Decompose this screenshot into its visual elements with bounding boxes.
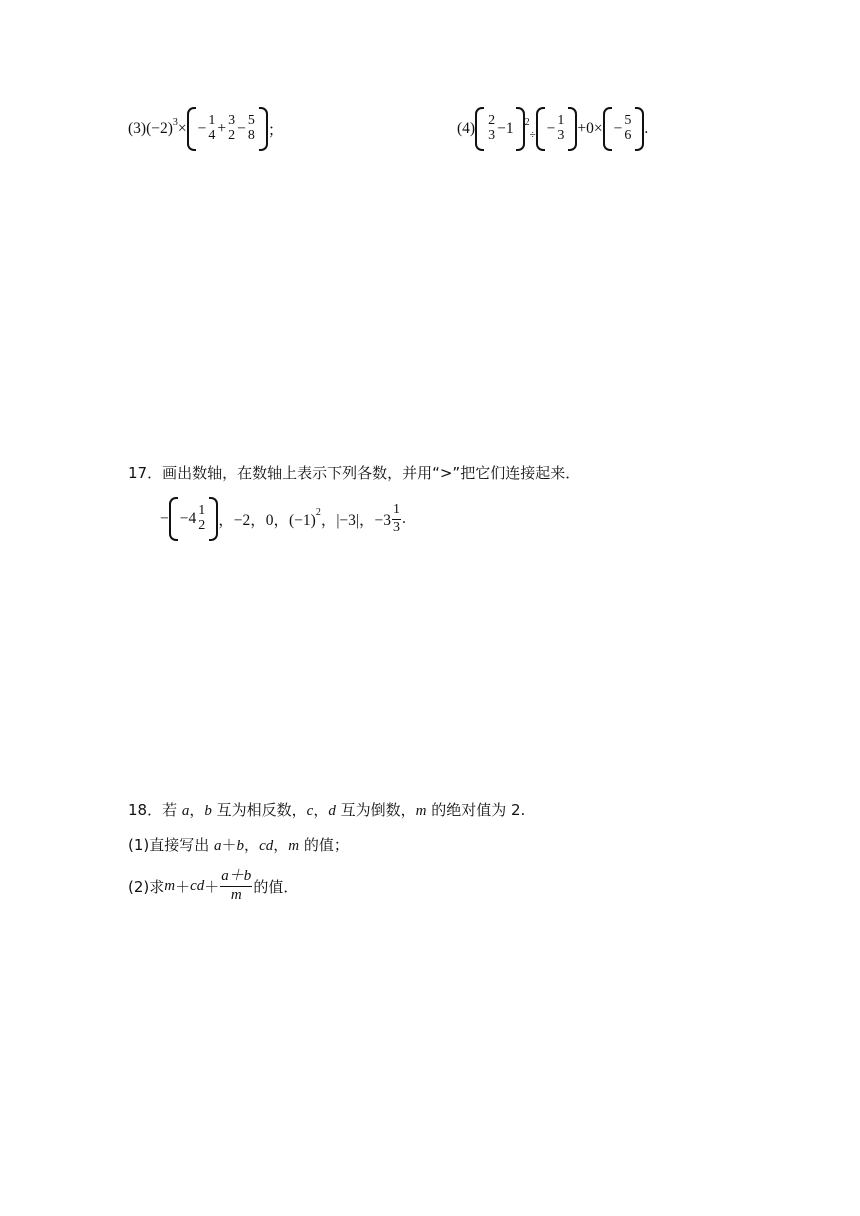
part-label: (4) — [457, 120, 476, 137]
var-a: a — [181, 803, 190, 819]
plus-zero-times: +0× — [577, 120, 603, 137]
problem16-part4 — [457, 107, 648, 151]
minus-one: −1 — [497, 120, 514, 137]
abs-part: ，|−3|，−3 — [320, 512, 392, 529]
exponent: 3 — [172, 116, 178, 128]
part-label: (3) — [128, 120, 147, 137]
problem18-part1: (1)直接写出 a＋b，cd，m 的值； — [128, 836, 349, 854]
left-bracket — [475, 107, 484, 151]
neg-sign: − — [160, 510, 169, 527]
left-bracket — [603, 107, 612, 151]
problem18-part2: (2)求 m ＋ cd ＋ $\frac{a+b}{m}$ 的值． — [128, 868, 299, 903]
right-bracket — [516, 107, 525, 151]
minus-sign: − — [613, 120, 623, 137]
minus-sign: − — [237, 120, 246, 137]
minus-sign: − — [546, 120, 556, 137]
fraction-1: 2 3 — [488, 113, 496, 143]
mixed-inner: −4 — [179, 510, 197, 527]
divide-sign: ÷ — [529, 129, 536, 141]
problem16-part3 — [128, 107, 283, 151]
var-d: d — [328, 803, 336, 819]
var-b: b — [204, 803, 212, 819]
exponent: 2 — [524, 116, 530, 128]
left-bracket — [169, 497, 178, 541]
end-punct: . — [644, 120, 649, 137]
left-bracket — [187, 107, 196, 151]
right-bracket — [259, 107, 268, 151]
fraction-ab-over-m: $\frac{a+b}{m}$ — [221, 868, 252, 903]
list-rest: ，−2，0，(−1) — [218, 512, 316, 529]
fraction-3: 5 6 — [624, 113, 632, 143]
var-m: m — [415, 803, 427, 819]
fraction-3: 5 8 — [247, 113, 255, 143]
left-bracket — [536, 107, 545, 151]
square-exponent: 2 — [315, 506, 321, 518]
minus-sign: − — [197, 120, 207, 137]
times-sign: × — [177, 120, 187, 137]
plus-sign: + — [217, 120, 227, 137]
base: (−2) — [146, 120, 173, 137]
mixed-fraction: 1 2 — [198, 503, 206, 533]
right-bracket — [568, 107, 577, 151]
var-c: c — [306, 803, 314, 819]
problem17-numbers — [160, 497, 406, 541]
fraction-2: 1 3 — [557, 113, 565, 143]
last-fraction: $\frac{1}{3}$ — [393, 501, 401, 535]
fraction-2: 3 2 — [228, 113, 236, 143]
right-bracket — [635, 107, 644, 151]
right-bracket — [209, 497, 218, 541]
fraction-1: 1 4 — [208, 113, 216, 143]
problem17-question: 17．画出数轴，在数轴上表示下列各数，并用“>”把它们连接起来． — [128, 464, 581, 482]
problem18-question: 18．若 a，b 互为相反数，c，d 互为倒数，m 的绝对值为 2. — [128, 801, 526, 819]
end-punct: . — [402, 510, 406, 527]
end-punct: ； — [267, 122, 284, 139]
